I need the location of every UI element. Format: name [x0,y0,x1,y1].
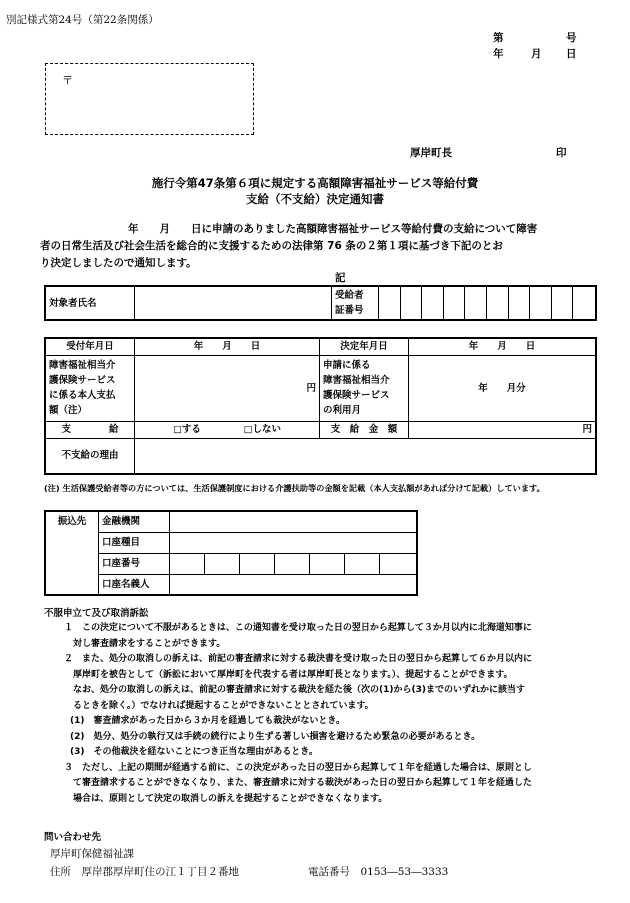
payment-amount-value[interactable]: 円 [409,421,597,438]
bank-name-value[interactable] [170,511,418,532]
appeal-line: なお、処分の取消しの訴えは、前記の審査請求に対する裁決を経た後（次の(1)から(3)までのいずれかに該当す [64,685,525,695]
account-digit-6[interactable] [345,553,380,574]
appeal-line: ３ ただし、上記の期間が経過する前に、この決定があった日の翌日から起算して１年を経過した場合は、原則とし [64,762,532,773]
cert-digit-4[interactable] [443,286,465,320]
bank-header: 振込先 [45,511,99,595]
contact-address: 住所 厚岸郡厚岸町住の江１丁目２番地 [50,866,239,878]
recipient-table [44,285,597,321]
body-line2: 者の日常生活及び社会生活を総合的に支援するための法律第 76 条の２第１項に基づき下記のとお [40,240,503,252]
appeal-line: 場合は、原則として決定の取消しの訴えを提起することができなくなります。 [64,793,388,804]
cert-digit-6[interactable] [486,286,508,320]
title-line2: 支給（不支給）決定通知書 [246,192,384,206]
account-digit-4[interactable] [275,553,310,574]
contact-phone: 電話番号 0153―53―3333 [308,866,449,878]
decision-table [44,337,597,475]
appeal-line: １ この決定について不服があるときは、この通知書を受け取った日の翌日から起算して３か月以内に北海道知事に [64,623,532,633]
account-type-value[interactable] [170,532,418,553]
usage-month-value[interactable]: 年 月分 [409,355,597,421]
cert-digit-7[interactable] [508,286,530,320]
account-digit-2[interactable] [205,553,240,574]
bank-row-label: 口座番号 [99,553,170,574]
payment-no-checkbox[interactable]: □しない [243,424,282,435]
issuer-seal: 印 [556,147,567,159]
contact-heading: 問い合わせ先 [44,832,102,843]
title-line1: 施行令第47条第６項に規定する高額障害福祉サービス等給付費 [151,176,479,190]
bank-row-label: 金融機関 [99,511,170,532]
account-digit-7[interactable] [380,553,418,574]
cert-digit-9[interactable] [551,286,573,320]
decision-date-label: 決定年月日 [320,338,409,355]
date-year: 年 [493,48,504,60]
date-day: 日 [566,48,577,60]
appeal-line: (3) その他裁決を経ないことにつき正当な理由があるとき。 [70,747,318,757]
rejection-reason-value[interactable] [135,438,597,474]
appeal-line: (1) 審査請求があった日から３か月を経過しても裁決がないとき。 [70,716,346,726]
doc-number-go: 号 [566,32,577,44]
recipient-name-value[interactable] [135,286,332,320]
appeal-line: 対し審査請求をすることができます。 [64,638,226,649]
account-digit-3[interactable] [240,553,275,574]
cert-digit-3[interactable] [422,286,444,320]
cert-digit-10[interactable] [573,286,596,320]
appeal-heading: 不服申立て及び取消訴訟 [44,608,149,619]
bank-row-label: 口座種目 [99,532,170,553]
cert-digit-5[interactable] [465,286,487,320]
bank-table [44,510,418,596]
body-line1: 年 月 日に申請のありました高額障害福祉サービス等給付費の支給について障害 [128,223,538,235]
date-month: 月 [531,48,542,60]
account-digit-5[interactable] [310,553,345,574]
postal-mark: 〒 [62,74,73,87]
address-box [45,63,254,135]
body-line3: り決定しましたので通知します。 [40,257,197,269]
burden-label: 障害福祉相当介 護保険サービス に係る本人支払 額（注） [45,355,135,421]
certificate-label: 受給者 証番号 [332,286,379,320]
cert-digit-8[interactable] [530,286,552,320]
form-id: 別記様式第24号（第22条関係） [6,14,159,26]
decision-date-value[interactable]: 年 月 日 [409,338,597,355]
received-date-label: 受付年月日 [45,338,135,355]
usage-month-label: 申請に係る 障害福祉相当介 護保険サービス の利用月 [320,355,409,421]
payment-amount-label: 支 給 金 額 [320,421,409,438]
footnote: (注) 生活保護受給者等の方については、生活保護制度における介護扶助等の金額を記載（本人支払額があれば分けて記載）しています。 [44,483,545,493]
contact-department: 厚岸町保健福祉課 [50,848,134,860]
payment-yes-checkbox[interactable]: □する [172,424,201,435]
ki-label: 記 [335,272,346,284]
appeal-notes [64,621,532,807]
appeal-line: 厚岸町を被告として（訴訟において厚岸町を代表する者は厚岸町長となります。）、提起することができます。 [64,669,513,680]
rejection-reason-label: 不支給の理由 [45,438,135,474]
account-digit-1[interactable] [170,553,205,574]
issuer-name: 厚岸町長 [410,147,452,159]
payment-options [135,421,320,438]
received-date-value[interactable]: 年 月 日 [135,338,320,355]
payment-label: 支 給 [45,421,135,438]
burden-amount[interactable]: 円 [135,355,320,421]
doc-number-dai: 第 [493,32,504,44]
bank-row-label: 口座名義人 [99,574,170,595]
appeal-line: (2) 処分、処分の執行又は手続の続行により生ずる著しい損害を避けるため緊急の必要があるとき。 [70,731,481,742]
account-holder-value[interactable] [170,574,418,595]
cert-digit-1[interactable] [379,286,401,320]
appeal-line: て審査請求することができなくなり、また、審査請求に対する裁決があった日の翌日から起算して１年を経過した [64,778,532,788]
appeal-line: るときを除く。）でなければ提起することができないこととされています。 [64,700,374,711]
appeal-line: ２ また、処分の取消しの訴えは、前記の審査請求に対する裁決書を受け取った日の翌日から起算して６か月以内に [64,654,533,664]
recipient-name-label: 対象者氏名 [45,286,135,320]
cert-digit-2[interactable] [400,286,422,320]
